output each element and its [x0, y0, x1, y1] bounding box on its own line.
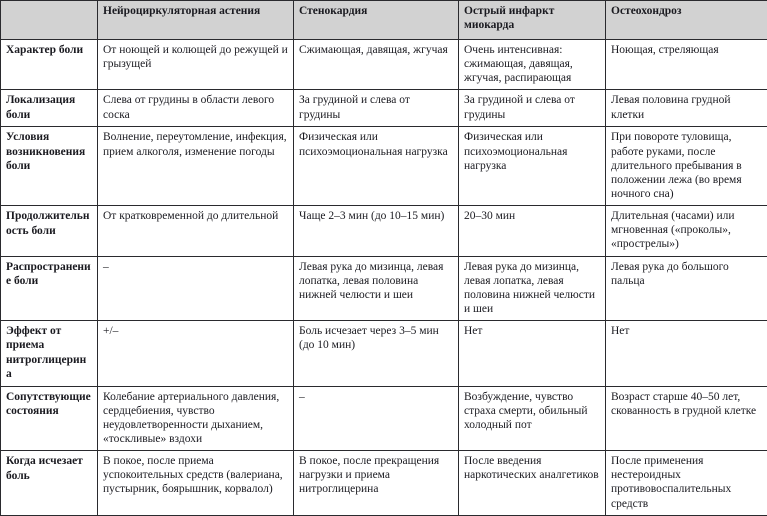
cell-pain-radiation-nca: –: [98, 256, 294, 321]
cell-pain-onset-conditions-nca: Волнение, переутомление, инфекция, прием алкоголя, изменение погоды: [98, 127, 294, 206]
table-row: [1, 386, 767, 451]
cell-pain-localization-osteochondrosis: Левая половина грудной клетки: [606, 90, 767, 127]
cell-pain-relief-nca: В покое, после приема успокоительных средств (валериана, пустырник, боярышник, корвалол): [98, 451, 294, 516]
cell-pain-relief-angina: В покое, после прекращения нагрузки и приема нитроглицерина: [294, 451, 459, 516]
cell-pain-duration-nca: От кратковременной до длительной: [98, 206, 294, 256]
cell-pain-radiation-osteochondrosis: Левая рука до большого пальца: [606, 256, 767, 321]
table-row: [1, 40, 767, 90]
cell-pain-radiation-mi: Левая рука до мизинца, левая лопатка, левая половина нижней челюсти и шеи: [459, 256, 606, 321]
table-row: [1, 321, 767, 387]
cell-pain-onset-conditions-osteochondrosis: При повороте туловища, работе руками, после длительного пребывания в положении лежа (во время ночного сна): [606, 127, 767, 206]
table-header: [1, 1, 767, 40]
row-label-pain-localization: Локализация боли: [1, 90, 98, 127]
row-label-pain-duration: Продолжительность боли: [1, 206, 98, 256]
cell-pain-onset-conditions-mi: Физическая или психоэмоциональная нагрузка: [459, 127, 606, 206]
row-label-pain-relief: Когда исчезает боль: [1, 451, 98, 516]
table-row: [1, 127, 767, 206]
cell-nitroglycerin-effect-angina: Боль исчезает через 3–5 мин (до 10 мин): [294, 321, 459, 387]
cell-nitroglycerin-effect-osteochondrosis: Нет: [606, 321, 767, 387]
cell-pain-onset-conditions-angina: Физическая или психоэмоциональная нагрузка: [294, 127, 459, 206]
cell-pain-character-osteochondrosis: Ноющая, стреляющая: [606, 40, 767, 90]
header-row: [1, 1, 767, 40]
cell-pain-radiation-angina: Левая рука до мизинца, левая лопатка, левая половина нижней челюсти и шеи: [294, 256, 459, 321]
cell-pain-duration-osteochondrosis: Длительная (часами) или мгновенная («проколы», «прострелы»): [606, 206, 767, 256]
cell-concomitant-conditions-osteochondrosis: Возраст старше 40–50 лет, скованность в грудной клетке: [606, 386, 767, 451]
row-label-pain-character: Характер боли: [1, 40, 98, 90]
row-label-pain-onset-conditions: Условия возникновения боли: [1, 127, 98, 206]
cell-pain-localization-nca: Слева от грудины в области левого соска: [98, 90, 294, 127]
cell-concomitant-conditions-angina: –: [294, 386, 459, 451]
header-cell-nca: Нейроциркуляторная астения: [98, 1, 294, 40]
cell-pain-relief-osteochondrosis: После применения нестероидных противовоспалительных средств: [606, 451, 767, 516]
header-cell-mi: Острый инфаркт миокарда: [459, 1, 606, 40]
header-cell-criterion: [1, 1, 98, 40]
cell-pain-duration-angina: Чаще 2–3 мин (до 10–15 мин): [294, 206, 459, 256]
row-label-nitroglycerin-effect: Эффект от приема нитроглицерина: [1, 321, 98, 387]
cell-pain-character-nca: От ноющей и колющей до режущей и грызущей: [98, 40, 294, 90]
cell-nitroglycerin-effect-mi: Нет: [459, 321, 606, 387]
cell-pain-duration-mi: 20–30 мин: [459, 206, 606, 256]
table-row: [1, 256, 767, 321]
cell-pain-localization-angina: За грудиной и слева от грудины: [294, 90, 459, 127]
row-label-concomitant-conditions: Сопутствующие состояния: [1, 386, 98, 451]
cell-pain-character-angina: Сжимающая, давящая, жгучая: [294, 40, 459, 90]
header-cell-osteochondrosis: Остеохондроз: [606, 1, 767, 40]
cell-pain-character-mi: Очень интенсивная: сжимающая, давящая, жгучая, распирающая: [459, 40, 606, 90]
table-row: [1, 90, 767, 127]
table-row: [1, 206, 767, 256]
table-row: [1, 451, 767, 516]
cell-concomitant-conditions-mi: Возбуждение, чувство страха смерти, обильный холодный пот: [459, 386, 606, 451]
cell-nitroglycerin-effect-nca: +/–: [98, 321, 294, 387]
cell-pain-relief-mi: После введения наркотических аналгетиков: [459, 451, 606, 516]
table-body: [1, 40, 767, 516]
cell-concomitant-conditions-nca: Колебание артериального давления, сердцебиения, чувство неудовлетворенности дыханием, «тоскливые» вздохи: [98, 386, 294, 451]
row-label-pain-radiation: Распространение боли: [1, 256, 98, 321]
header-cell-angina: Стенокардия: [294, 1, 459, 40]
cell-pain-localization-mi: За грудиной и слева от грудины: [459, 90, 606, 127]
